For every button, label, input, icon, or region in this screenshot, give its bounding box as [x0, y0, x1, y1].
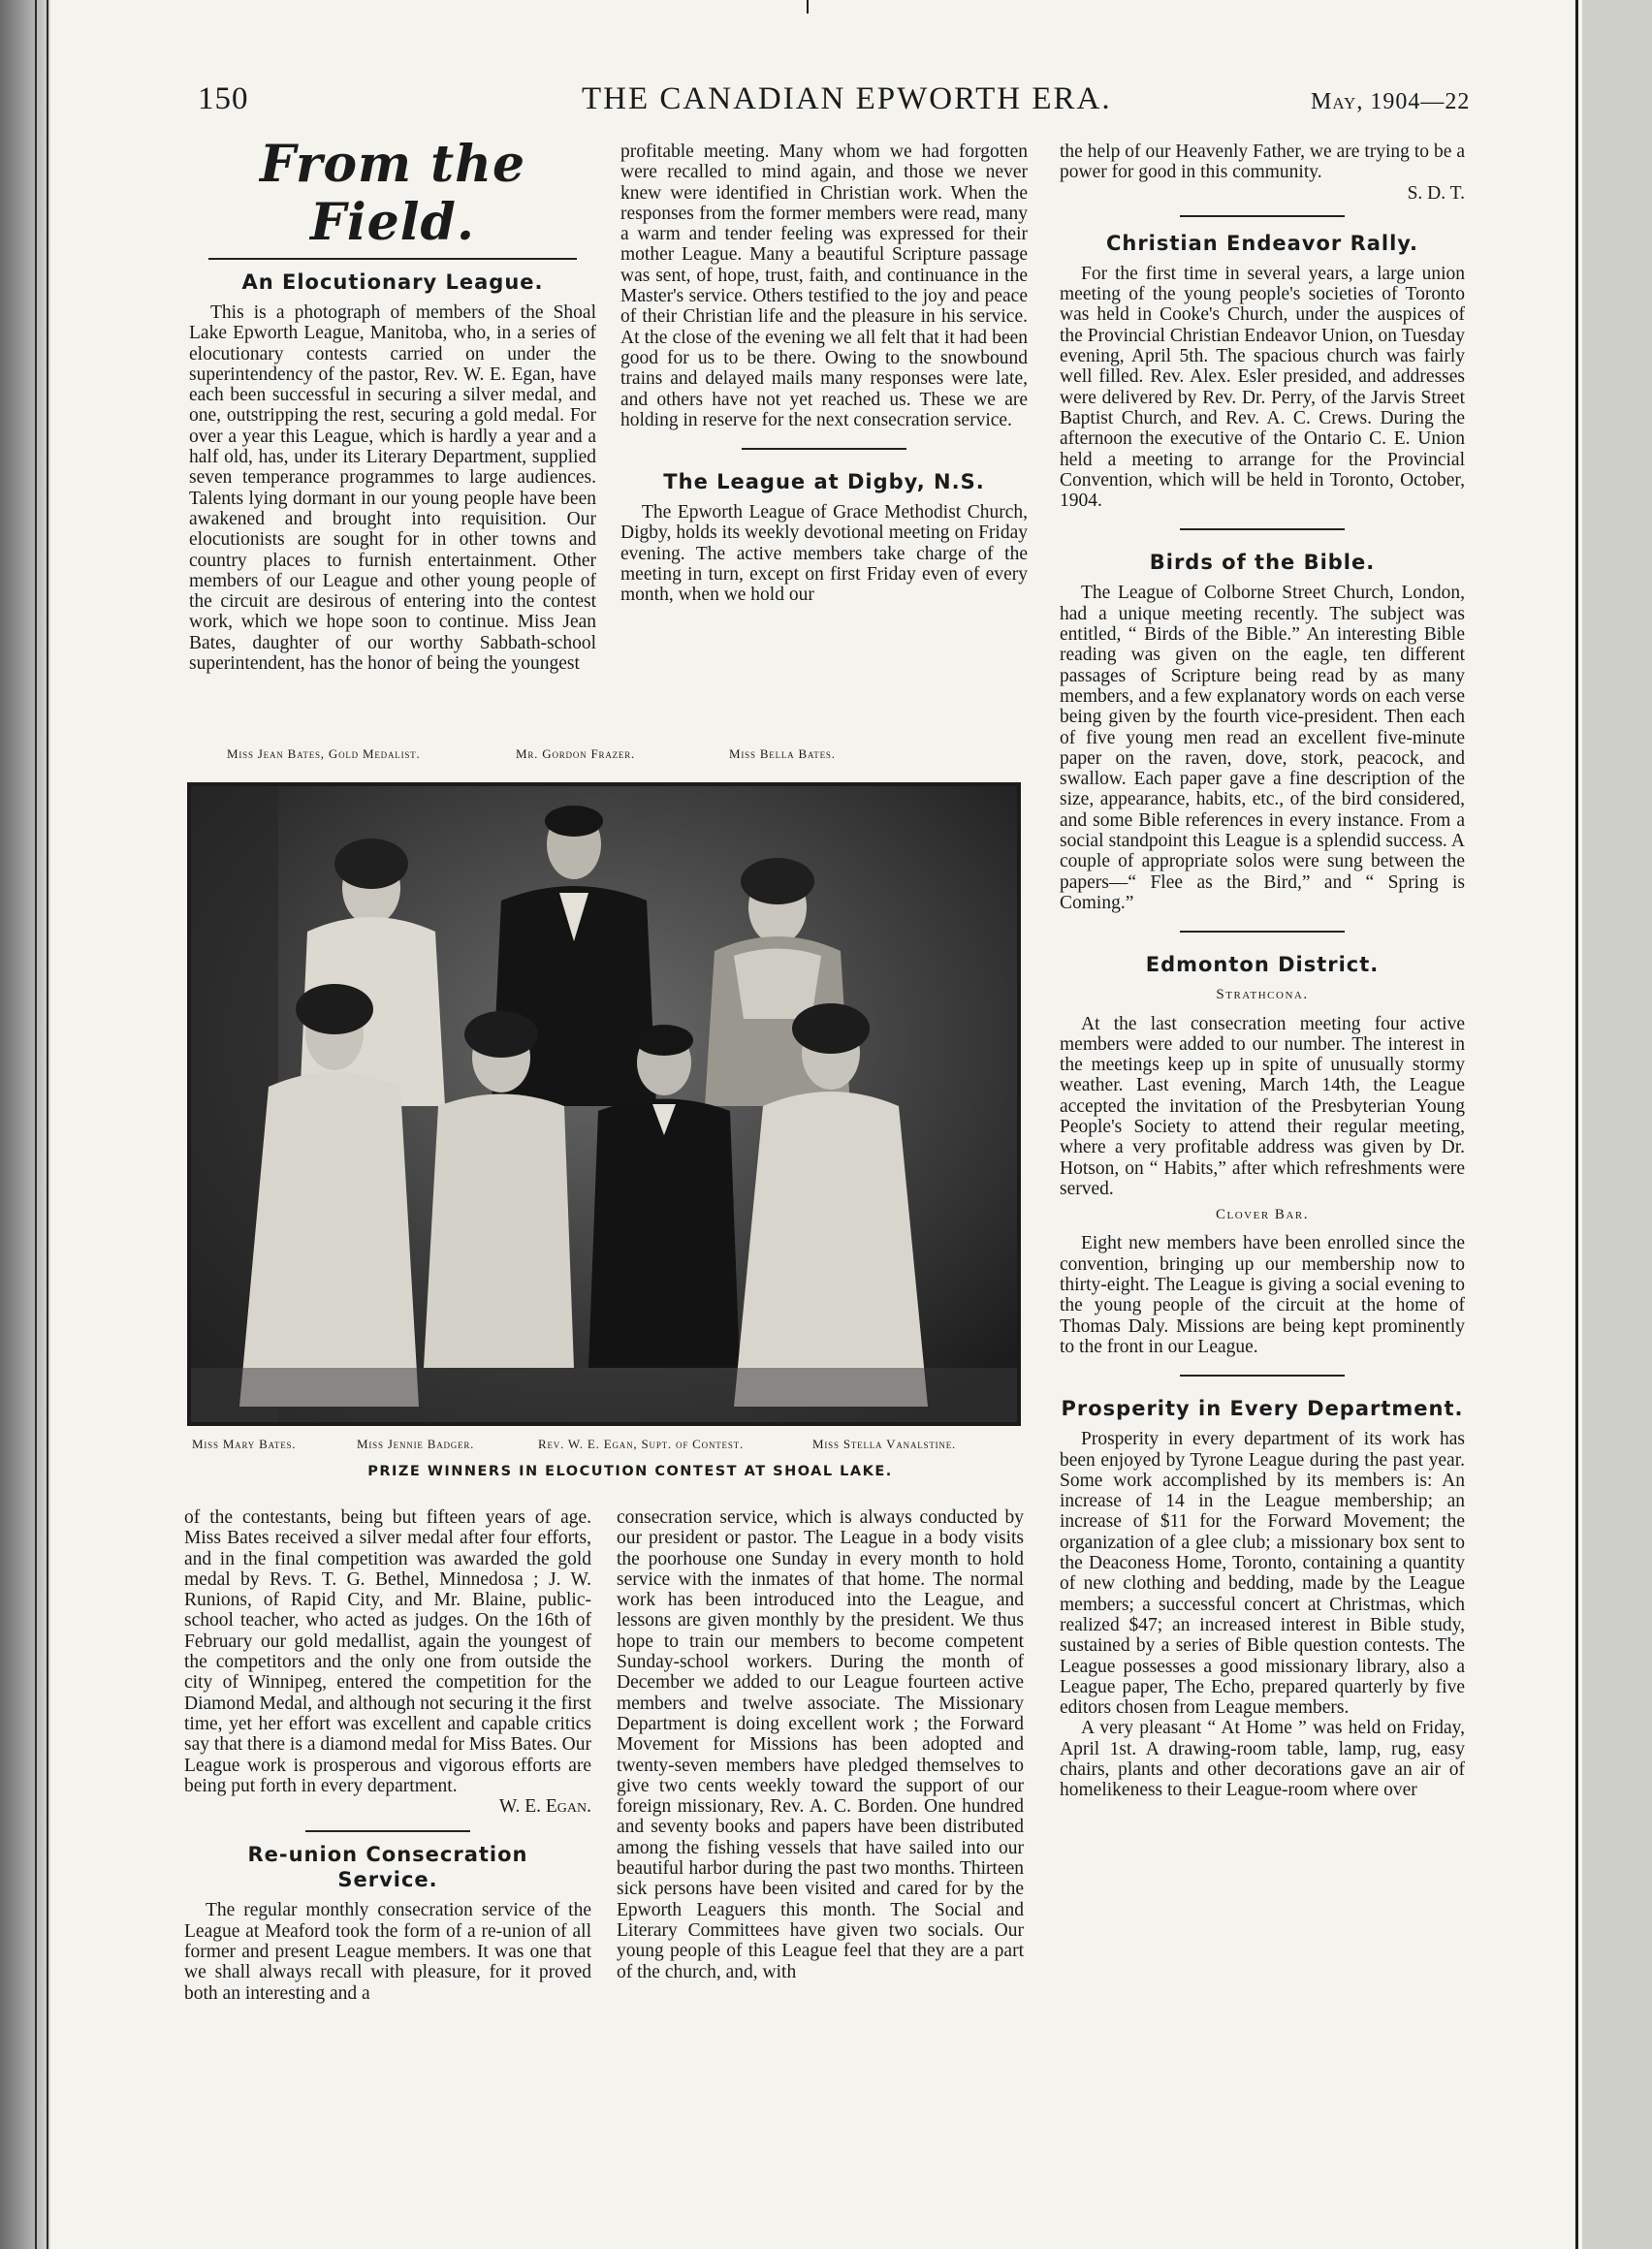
article-body-elocutionary-1: This is a photograph of members of the Shoal Lake Epworth League, Manitoba, who, in a series of elocutionary contests carried on under the superintendency of the pastor, Rev. W. E. Egan, have each been successful in securing a silver medal, and one, outstripping the rest, securing a gold medal. For over a year this League, which is hardly a year and a half old, has, under its Literary Department, supplied seven temperance programmes to large audiences. Talents lying dormant in our young people have been awakened and brought into requisition. Our elocutionists are sought for in other towns and country places to furnish entertainment. Other members of our League and other young people of the circuit are desirous of entering into the contest work, which we hope soon to continue. Miss Jean Bates, daughter of our worthy Sabbath-school superintendent, has the honor of being the youngest	[189, 302, 596, 675]
article-heading-endeavor: Christian Endeavor Rally.	[1105, 231, 1419, 255]
article-signature-digby: S. D. T.	[1407, 182, 1465, 204]
article-body-digby-1: The Epworth League of Grace Methodist Church, Digby, holds its weekly devotional meeting on Friday evening. The active members take charge of the meeting in turn, except on first Friday even of every month, when we hold our	[620, 502, 1028, 606]
article-signature-elocutionary: W. E. Egan.	[498, 1796, 591, 1818]
issue-date: May, 1904—22	[1311, 89, 1471, 114]
article-body-elocutionary-2: of the contestants, being but fifteen years of age. Miss Bates received a silver medal after four efforts, and in the final competition was awarded the gold medal by Revs. T. G. Bethel, Minnedosa ; J. W. Runions, of Rapid City, and Mr. Blaine, public-school teacher, who acted as judges. On the 16th of February our gold medallist, again the youngest of the competitors and the only one from outside the city of Winnipeg, entered the competition for the Diamond Medal, and although not securing it the first time, yet her effort was excellent and capable critics say that there is a diamond medal for Miss Bates. Our League work is prosperous and vigorous efforts are being put forth in every department.	[184, 1507, 591, 1796]
photo-caption-top-left: Miss Jean Bates, Gold Medalist.	[227, 746, 421, 761]
photo-caption-bottom-4: Miss Stella Vanalstine.	[812, 1437, 957, 1451]
article-body-prosperity-1: Prosperity in every department of its work has been enjoyed by Tyrone League during the past year. Some work accomplished by its members is: An increase of 14 in the League membership; an increase of $11 for the Forward Movement; the organization of a glee club; a missionary box sent to the Deaconess Home, Toronto, containing a quantity of new clothing and bedding, made by the League members; a successful concert at Christmas, which realized $47; an increased interest in Bible study, sustained by a series of Bible question contests. The League possesses a good missionary library, also a League paper, The Echo, prepared quarterly by five editors chosen from League members.	[1060, 1429, 1465, 1719]
publication-title: THE CANADIAN EPWORTH ERA.	[582, 81, 1112, 116]
article-separator	[742, 448, 906, 450]
photo-caption-top-center: Mr. Gordon Frazer.	[516, 746, 636, 761]
article-body-digby-3: the help of our Heavenly Father, we are trying to be a power for good in this community.	[1060, 142, 1465, 183]
book-binding-edge	[0, 0, 50, 2249]
column-3	[1060, 142, 1465, 1801]
page-number: 150	[198, 81, 249, 116]
article-heading-elocutionary: An Elocutionary League.	[241, 270, 544, 294]
top-margin-mark	[807, 0, 809, 14]
article-body-clover-bar: Eight new members have been enrolled since the convention, bringing up our membership now to thirty-eight. The League is giving a social evening to the young people of the circuit at the home of Thomas Daly. Missions are being kept prominently to the front in our League.	[1060, 1233, 1465, 1357]
section-title: From the Field.	[259, 135, 526, 252]
column-2-bottom	[617, 1507, 1024, 1982]
article-heading-edmonton: Edmonton District.	[1145, 953, 1380, 977]
article-body-prosperity-2: A very pleasant “ At Home ” was held on Friday, April 1st. A drawing-room table, lamp, rug, easy chairs, plants and other decorations gave an air of homelikeness to their League-room where over	[1060, 1718, 1465, 1801]
article-separator	[1180, 1375, 1345, 1377]
article-heading-birds: Birds of the Bible.	[1149, 551, 1376, 575]
article-heading-reunion: Re-union Consecration Service.	[247, 1843, 528, 1892]
article-heading-prosperity: Prosperity in Every Department.	[1061, 1397, 1464, 1421]
column-2-top	[620, 142, 1028, 606]
photo-caption-top-right: Miss Bella Bates.	[729, 746, 836, 761]
article-separator	[1180, 215, 1345, 217]
article-heading-digby: The League at Digby, N.S.	[663, 470, 985, 494]
section-title-rule	[208, 258, 577, 260]
article-separator	[1180, 528, 1345, 530]
article-body-birds: The League of Colborne Street Church, London, had a unique meeting recently. The subject was entitled, “ Birds of the Bible.” An interesting Bible reading was given on the eagle, ten different passages of Scripture being read by as many members, and a few explanatory words on each verse being given by the fourth vice-president. Then each of five young men read an excellent five-minute paper on the raven, dove, stork, peacock, and swallow. Each paper gave a fine description of the size, appearance, habits, etc., of the bird considered, and some Bible references in every instance. From a social standpoint this League is a splendid success. A couple of appropriate solos were sung between the papers—“ Flee as the Bird,” and “ Spring is Coming.”	[1060, 583, 1465, 913]
photo-caption-bottom-2: Miss Jennie Badger.	[357, 1437, 475, 1451]
photo-caption-bottom-3: Rev. W. E. Egan, Supt. of Contest.	[538, 1437, 744, 1451]
article-body-reunion-2: profitable meeting. Many whom we had forgotten were recalled to mind again, and those we never knew were identified in Christian work. When the responses from the former members were read, many a warm and tender feeling was expressed for their mother League. Many a beautiful Scripture passage was sent, of hope, trust, faith, and continuance in the Master's service. Others testified to the joy and peace of their Christian life and the pleasure in his service. At the close of the evening we all felt that it had been good for us to be there. Owing to the snowbound trains and delayed mails many responses were late, and others have not yet reached us. These we are holding in reserve for the next consecration service.	[620, 142, 1028, 430]
photo-caption-main: PRIZE WINNERS IN ELOCUTION CONTEST AT SHOAL LAKE.	[367, 1464, 893, 1479]
column-1-bottom	[184, 1507, 591, 2004]
subheading-clover-bar: Clover Bar.	[1216, 1207, 1309, 1223]
column-1-top	[189, 136, 596, 674]
subheading-strathcona: Strathcona.	[1216, 987, 1309, 1003]
article-separator	[1180, 931, 1345, 933]
page-edge-rule	[1575, 0, 1578, 2249]
article-body-reunion-1: The regular monthly consecration service of the League at Meaford took the form of a re-union of all former and present League members. It was one that we shall always recall with pleasure, for it proved both an interesting and a	[184, 1900, 591, 2004]
article-body-digby-2: consecration service, which is always conducted by our president or pastor. The League in a body visits the poorhouse one Sunday in every month to hold service with the inmates of that home. The normal work has been introduced into the League, and lessons are given monthly by the president. We thus hope to train our members to become competent Sunday-school workers. During the month of December we added to our League fourteen active members and twelve associate. The Missionary Department is doing excellent work ; the Forward Movement for Missions has been adopted and twenty-seven members have pledged themselves to give two cents weekly toward the support of our foreign missionary, Rev. A. C. Borden. One hundred and seventy books and papers have been distributed among the fishing vessels that have sailed into our beautiful harbor during the past two months. Thirteen sick persons have been visited and cared for by the Epworth Leaguers this month. The Social and Literary Committees have given two socials. Our young people of this League feel that they are a part of the church, and, with	[617, 1507, 1024, 1982]
group-photograph	[187, 782, 1021, 1426]
binding-line	[47, 0, 48, 2249]
article-separator	[305, 1830, 470, 1832]
photo-caption-bottom-1: Miss Mary Bates.	[192, 1437, 297, 1451]
next-page-strip	[1582, 0, 1652, 2249]
binding-line	[35, 0, 37, 2249]
article-body-strathcona: At the last consecration meeting four active members were added to our number. The interest in the meetings keep up in spite of unusually stormy weather. Last evening, March 14th, the League accepted the invitation of the Presbyterian Young People's Society to attend their regular meeting, where a very profitable address was given by Dr. Hotson, on “ Habits,” after which refreshments were served.	[1060, 1013, 1465, 1199]
article-body-endeavor: For the first time in several years, a large union meeting of the young people's societies of Toronto was held in Cooke's Church, under the auspices of the Provincial Christian Endeavor Union, on Tuesday evening, April 5th. The spacious church was fairly well filled. Rev. Alex. Esler presided, and addresses were delivered by Rev. Dr. Perry, of the Jarvis Street Baptist Church, and Rev. A. C. Crews. During the afternoon the executive of the Ontario C. E. Union held a meeting to arrange for the Provincial Convention, which will be held in Toronto, October, 1904.	[1060, 263, 1465, 512]
